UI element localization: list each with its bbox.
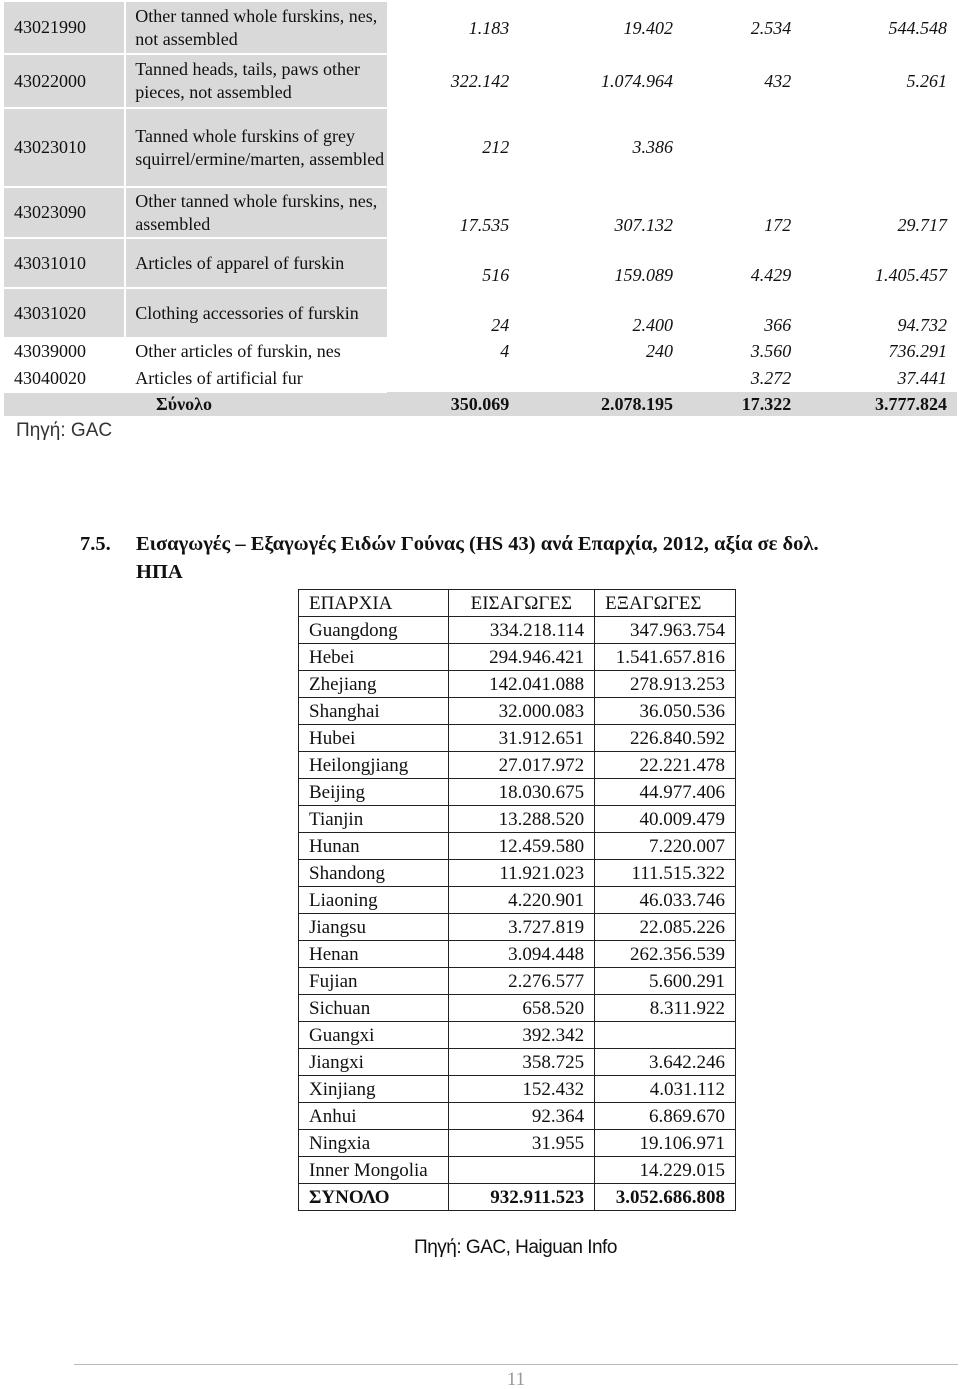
province-name-cell: Hebei <box>299 644 449 671</box>
imports-cell: 142.041.088 <box>448 671 595 698</box>
table-row <box>299 644 736 671</box>
value-cell: 516 <box>482 265 510 285</box>
exports-cell: 19.106.971 <box>595 1130 736 1157</box>
table-row <box>299 968 736 995</box>
province-name-cell: Shanghai <box>299 698 449 725</box>
table-row <box>299 941 736 968</box>
exports-cell: 1.541.657.816 <box>595 644 736 671</box>
hs-code-cell: 43023090 <box>4 187 125 238</box>
imports-cell: 31.912.651 <box>448 725 595 752</box>
province-name-cell: Hubei <box>299 725 449 752</box>
table-row <box>299 1157 736 1184</box>
province-name-cell: Heilongjiang <box>299 752 449 779</box>
value-cell: 3.272 <box>750 368 792 388</box>
exports-cell: 7.220.007 <box>595 833 736 860</box>
imports-cell: 658.520 <box>448 995 595 1022</box>
province-name-cell: Ningxia <box>299 1130 449 1157</box>
value-cell: 4 <box>500 341 510 361</box>
province-name-cell: Anhui <box>299 1103 449 1130</box>
province-name-cell: Inner Mongolia <box>299 1157 449 1184</box>
province-name-cell: Jiangsu <box>299 914 449 941</box>
province-table <box>298 589 736 1211</box>
table-row <box>299 806 736 833</box>
hs-description-cell: Articles of apparel of furskin <box>125 238 387 288</box>
imports-cell: 3.727.819 <box>448 914 595 941</box>
hs-table-source: Πηγή: GAC <box>16 420 113 441</box>
exports-cell: 262.356.539 <box>595 941 736 968</box>
column-header-imports: ΕΙΣΑΓΩΓΕΣ <box>448 590 595 617</box>
imports-cell: 334.218.114 <box>448 617 595 644</box>
table-row <box>299 752 736 779</box>
total-label: ΣΥΝΟΛΟ <box>299 1184 449 1211</box>
hs-code-cell: 43040020 <box>4 365 125 392</box>
province-table-source: Πηγή: GAC, Haiguan Info <box>414 1237 617 1258</box>
hs-code-table <box>4 2 957 416</box>
value-cell: 19.402 <box>623 17 673 38</box>
value-cell: 1.405.457 <box>875 265 947 285</box>
value-cell: 544.548 <box>888 17 947 38</box>
exports-cell: 5.600.291 <box>595 968 736 995</box>
value-cell: 366 <box>764 315 792 335</box>
exports-cell: 22.085.226 <box>595 914 736 941</box>
imports-cell <box>448 1157 595 1184</box>
province-name-cell: Beijing <box>299 779 449 806</box>
value-cell: 4.429 <box>750 265 792 285</box>
value-cell: 432 <box>764 70 792 91</box>
table-row <box>299 725 736 752</box>
province-name-cell: Henan <box>299 941 449 968</box>
province-name-cell: Liaoning <box>299 887 449 914</box>
hs-description-cell: Other tanned whole furskins, nes, not assembled <box>125 2 387 54</box>
imports-cell: 13.288.520 <box>448 806 595 833</box>
value-cell: 3.560 <box>750 341 792 361</box>
exports-cell: 111.515.322 <box>595 860 736 887</box>
imports-cell: 11.921.023 <box>448 860 595 887</box>
province-name-cell: Xinjiang <box>299 1076 449 1103</box>
value-cell: 1.074.964 <box>600 70 673 91</box>
imports-cell: 2.276.577 <box>448 968 595 995</box>
table-row <box>299 1103 736 1130</box>
total-exports-cell: 3.052.686.808 <box>595 1184 736 1211</box>
province-name-cell: Tianjin <box>299 806 449 833</box>
exports-cell: 347.963.754 <box>595 617 736 644</box>
exports-cell: 22.221.478 <box>595 752 736 779</box>
section-heading <box>80 530 940 586</box>
value-cell: 17.535 <box>459 215 510 235</box>
value-cell: 159.089 <box>614 265 673 285</box>
value-cell <box>791 108 957 187</box>
imports-cell: 31.955 <box>448 1130 595 1157</box>
value-cell: 1.183 <box>468 17 510 38</box>
section-number: 7.5. <box>80 533 111 555</box>
value-cell <box>387 365 509 392</box>
hs-code-cell: 43031010 <box>4 238 125 288</box>
hs-description-cell: Clothing accessories of furskin <box>125 288 387 338</box>
table-row <box>299 833 736 860</box>
value-cell <box>509 365 673 392</box>
value-cell: 2.534 <box>750 17 792 38</box>
province-name-cell: Guangdong <box>299 617 449 644</box>
value-cell: 172 <box>764 215 792 235</box>
table-row <box>299 698 736 725</box>
table-row <box>4 187 957 238</box>
table-row <box>299 995 736 1022</box>
footer-divider <box>74 1364 958 1365</box>
hs-description-cell: Other tanned whole furskins, nes, assembled <box>125 187 387 238</box>
exports-cell: 44.977.406 <box>595 779 736 806</box>
exports-cell: 4.031.112 <box>595 1076 736 1103</box>
total-value-cell: 2.078.195 <box>509 392 673 416</box>
province-name-cell: Shandong <box>299 860 449 887</box>
imports-cell: 358.725 <box>448 1049 595 1076</box>
hs-code-cell: 43021990 <box>4 2 125 54</box>
section-title-line1: Εισαγωγές – Εξαγωγές Ειδών Γούνας (HS 43) ανά Επαρχία, 2012, αξία σε δολ. <box>136 533 819 555</box>
table-row <box>299 914 736 941</box>
imports-cell: 4.220.901 <box>448 887 595 914</box>
total-row <box>299 1184 736 1211</box>
value-cell: 736.291 <box>888 341 947 361</box>
table-row <box>4 2 957 54</box>
value-cell: 2.400 <box>632 315 673 335</box>
exports-cell: 36.050.536 <box>595 698 736 725</box>
column-header-province: ΕΠΑΡΧΙΑ <box>299 590 449 617</box>
province-name-cell: Fujian <box>299 968 449 995</box>
exports-cell: 8.311.922 <box>595 995 736 1022</box>
hs-table-body <box>4 2 957 416</box>
value-cell <box>673 108 791 187</box>
page-number: 11 <box>506 1369 526 1389</box>
table-row <box>4 288 957 338</box>
table-row <box>299 1130 736 1157</box>
imports-cell: 92.364 <box>448 1103 595 1130</box>
table-row <box>299 671 736 698</box>
total-value-cell: 17.322 <box>673 392 791 416</box>
value-cell: 37.441 <box>897 368 947 388</box>
value-cell: 240 <box>645 341 673 361</box>
value-cell: 24 <box>491 315 510 335</box>
hs-code-cell: 43031020 <box>4 288 125 338</box>
table-row <box>299 1022 736 1049</box>
exports-cell <box>595 1022 736 1049</box>
province-name-cell: Guangxi <box>299 1022 449 1049</box>
hs-description-cell: Other articles of furskin, nes <box>125 338 387 365</box>
hs-code-cell: 43022000 <box>4 54 125 108</box>
value-cell: 3.386 <box>632 137 673 157</box>
hs-code-cell: 43039000 <box>4 338 125 365</box>
table-row <box>4 108 957 187</box>
total-label: Σύνολο <box>4 392 387 416</box>
total-value-cell: 350.069 <box>387 392 509 416</box>
table-row <box>299 1049 736 1076</box>
hs-description-cell: Tanned heads, tails, paws other pieces, not assembled <box>125 54 387 108</box>
value-cell: 5.261 <box>906 70 947 91</box>
imports-cell: 152.432 <box>448 1076 595 1103</box>
imports-cell: 3.094.448 <box>448 941 595 968</box>
table-row <box>299 1076 736 1103</box>
table-row <box>4 238 957 288</box>
value-cell: 212 <box>482 137 510 157</box>
hs-code-cell: 43023010 <box>4 108 125 187</box>
exports-cell: 14.229.015 <box>595 1157 736 1184</box>
exports-cell: 278.913.253 <box>595 671 736 698</box>
exports-cell: 3.642.246 <box>595 1049 736 1076</box>
value-cell: 94.732 <box>897 315 947 335</box>
value-cell: 307.132 <box>614 215 673 235</box>
table-row <box>4 338 957 365</box>
table-row <box>299 887 736 914</box>
total-imports-cell: 932.911.523 <box>448 1184 595 1211</box>
exports-cell: 226.840.592 <box>595 725 736 752</box>
imports-cell: 392.342 <box>448 1022 595 1049</box>
table-row <box>299 860 736 887</box>
province-name-cell: Zhejiang <box>299 671 449 698</box>
value-cell: 322.142 <box>450 70 510 91</box>
total-row <box>4 392 957 416</box>
imports-cell: 32.000.083 <box>448 698 595 725</box>
imports-cell: 18.030.675 <box>448 779 595 806</box>
section-title-line2: ΗΠΑ <box>136 561 183 583</box>
province-name-cell: Hunan <box>299 833 449 860</box>
hs-description-cell: Tanned whole furskins of grey squirrel/ermine/marten, assembled <box>125 108 387 187</box>
table-row <box>299 617 736 644</box>
column-header-exports: ΕΞΑΓΩΓΕΣ <box>595 590 736 617</box>
imports-cell: 294.946.421 <box>448 644 595 671</box>
header-row <box>299 590 736 617</box>
table-row <box>4 365 957 392</box>
province-name-cell: Sichuan <box>299 995 449 1022</box>
value-cell: 29.717 <box>897 215 947 235</box>
province-table-header <box>299 590 736 617</box>
province-name-cell: Jiangxi <box>299 1049 449 1076</box>
table-row <box>4 54 957 108</box>
exports-cell: 46.033.746 <box>595 887 736 914</box>
total-value-cell: 3.777.824 <box>791 392 957 416</box>
province-table-body <box>299 617 736 1211</box>
hs-description-cell: Articles of artificial fur <box>125 365 387 392</box>
imports-cell: 27.017.972 <box>448 752 595 779</box>
exports-cell: 6.869.670 <box>595 1103 736 1130</box>
exports-cell: 40.009.479 <box>595 806 736 833</box>
imports-cell: 12.459.580 <box>448 833 595 860</box>
table-row <box>299 779 736 806</box>
